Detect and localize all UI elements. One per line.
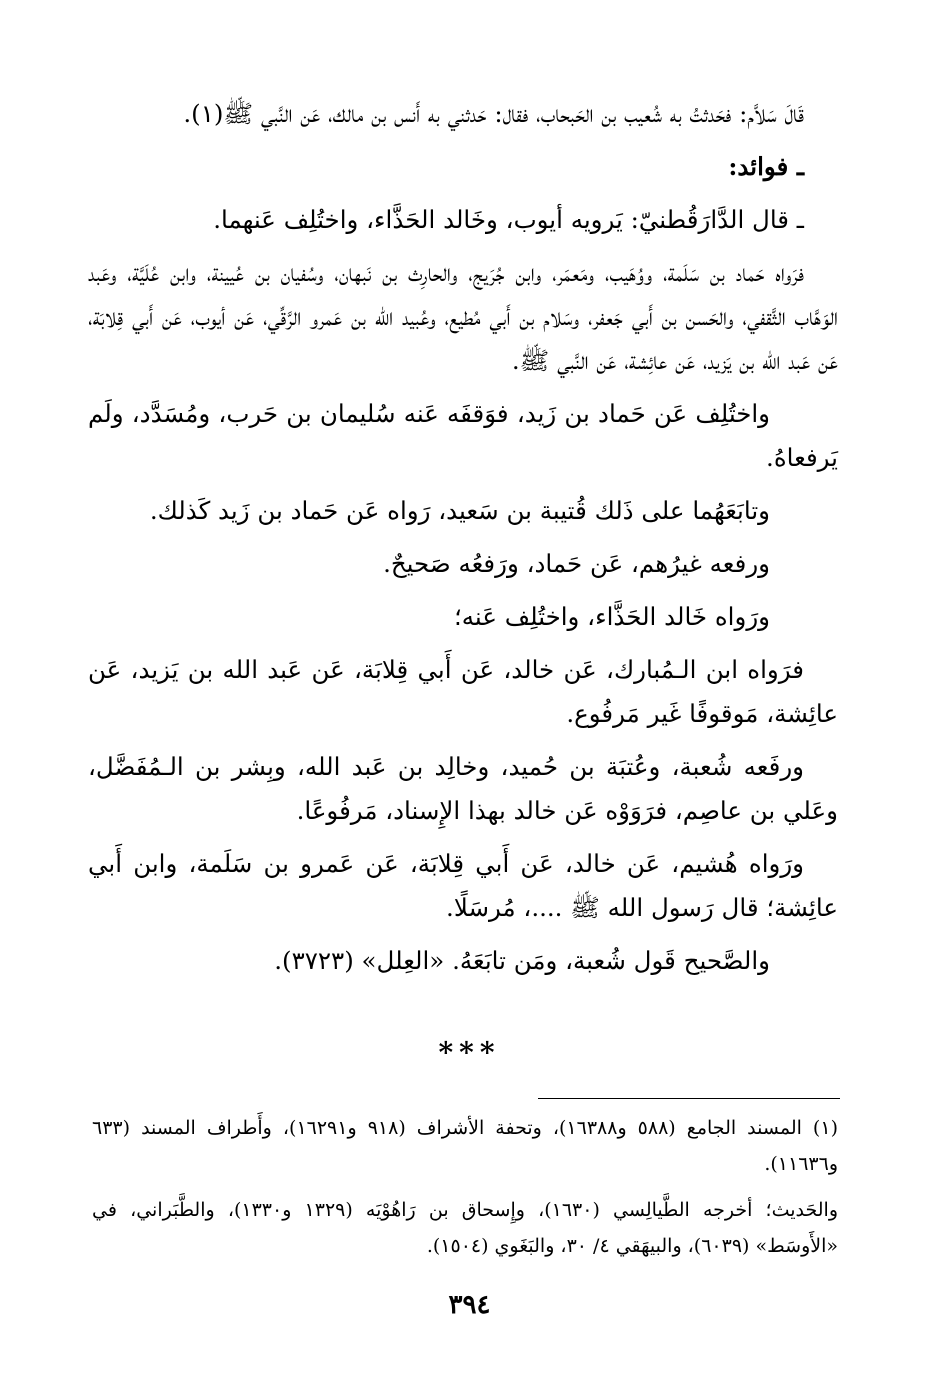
page-number: ٣٩٤	[448, 1290, 491, 1320]
paragraph: قَالَ سَلاَّم: فحَدثتُ به شُعيب بن الحَبحاب، فقال: حَدثني به أَنس بن مالك، عَن النَّبي ﷺ(١).	[183, 99, 804, 128]
paragraph: واختُلِف عَن حَماد بن زَيد، فوَقفَه عَنه سُليمان بن حَرب، ومُسَدَّد، ولَم يَرفعاهُ.	[88, 399, 838, 472]
footnote: (١) المسند الجامع (٥٨٨ و١٦٣٨٨)، وتحفة الأشراف (٩١٨ و١٦٢٩١)، وأَطراف المسند (٦٣٣ و١١٦٣٦).	[92, 1117, 838, 1175]
paragraph: ـ قال الدَّارَقُطنيّ: يَرويه أيوب، وخَالد الحَذَّاء، واختُلِف عَنهما.	[213, 205, 804, 234]
main-text	[88, 92, 838, 992]
paragraph: ورفعه غيرُهم، عَن حَماد، ورَفعُه صَحيحٌ.	[383, 549, 770, 578]
paragraph: ورفَعه شُعبة، وعُتبَة بن حُميد، وخالِد بن عَبد الله، وبِشر بن الـمُفَضَّل، وعَلي بن عاصِم، فرَوَوْه عَن خالد بهذا الإِسناد، مَرفُوعًا.	[88, 752, 838, 825]
footnote: والحَديث؛ أخرجه الطَّيالِسي (١٦٣٠)، وإِسحاق بن رَاهُوْيَه (١٣٢٩ و١٣٣٠)، والطَّبَراني، في «الأَوسَط» (٦٠٣٩)، والبيهَقي ٤/ ٣٠، والبَغَوي (١٥٠٤).	[92, 1199, 839, 1257]
footnotes	[92, 1110, 838, 1274]
section-separator: ***	[438, 1036, 501, 1069]
section-heading: ـ فوائد:	[728, 152, 804, 181]
paragraph: فرَواه ابن الـمُبارك، عَن خالد، عَن أَبي قِلابَة، عَن عَبد الله بن يَزيد، عَن عائِشة، مَوقوفًا غَير مَرفُوع.	[88, 655, 838, 728]
paragraph: ورَواه خَالد الحَذَّاء، واختُلِف عَنه؛	[454, 602, 770, 631]
paragraph: ورَواه هُشيم، عَن خالد، عَن أَبي قِلابَة، عَن عَمرو بن سَلَمة، وابن أَبي عائِشة؛ قال رَسول الله ﷺ ....، مُرسَلًا.	[88, 849, 838, 922]
paragraph: فرَواه حَماد بن سَلَمة، ووُهَيب، ومَعمَر، وابن جُرَيج، والحارِث بن نَبهان، وسُفيان بن عُيينة، وابن عُلَيَّة، وعَبد الوَهَّاب الثَّقفي، والحَسن بن أَبي جَعفر، وسَلام بن أَبي مُطيع، وعُبيد الله بن عَمرو الرَّقِّي، عَن أيوب، عَن أَبي قِلابَة، عَن عَبد الله بن يَزيد، عَن عائِشة، عَن النَّبي ﷺ.	[88, 258, 838, 375]
paragraph: وتابَعَهُما على ذَلك قُتيبة بن سَعيد، رَواه عَن حَماد بن زَيد كَذلك.	[149, 496, 770, 525]
paragraph: والصَّحيح قَول شُعبة، ومَن تابَعَهُ. «العِلل» (٣٧٢٣).	[274, 946, 770, 975]
footnote-rule	[538, 1098, 840, 1099]
